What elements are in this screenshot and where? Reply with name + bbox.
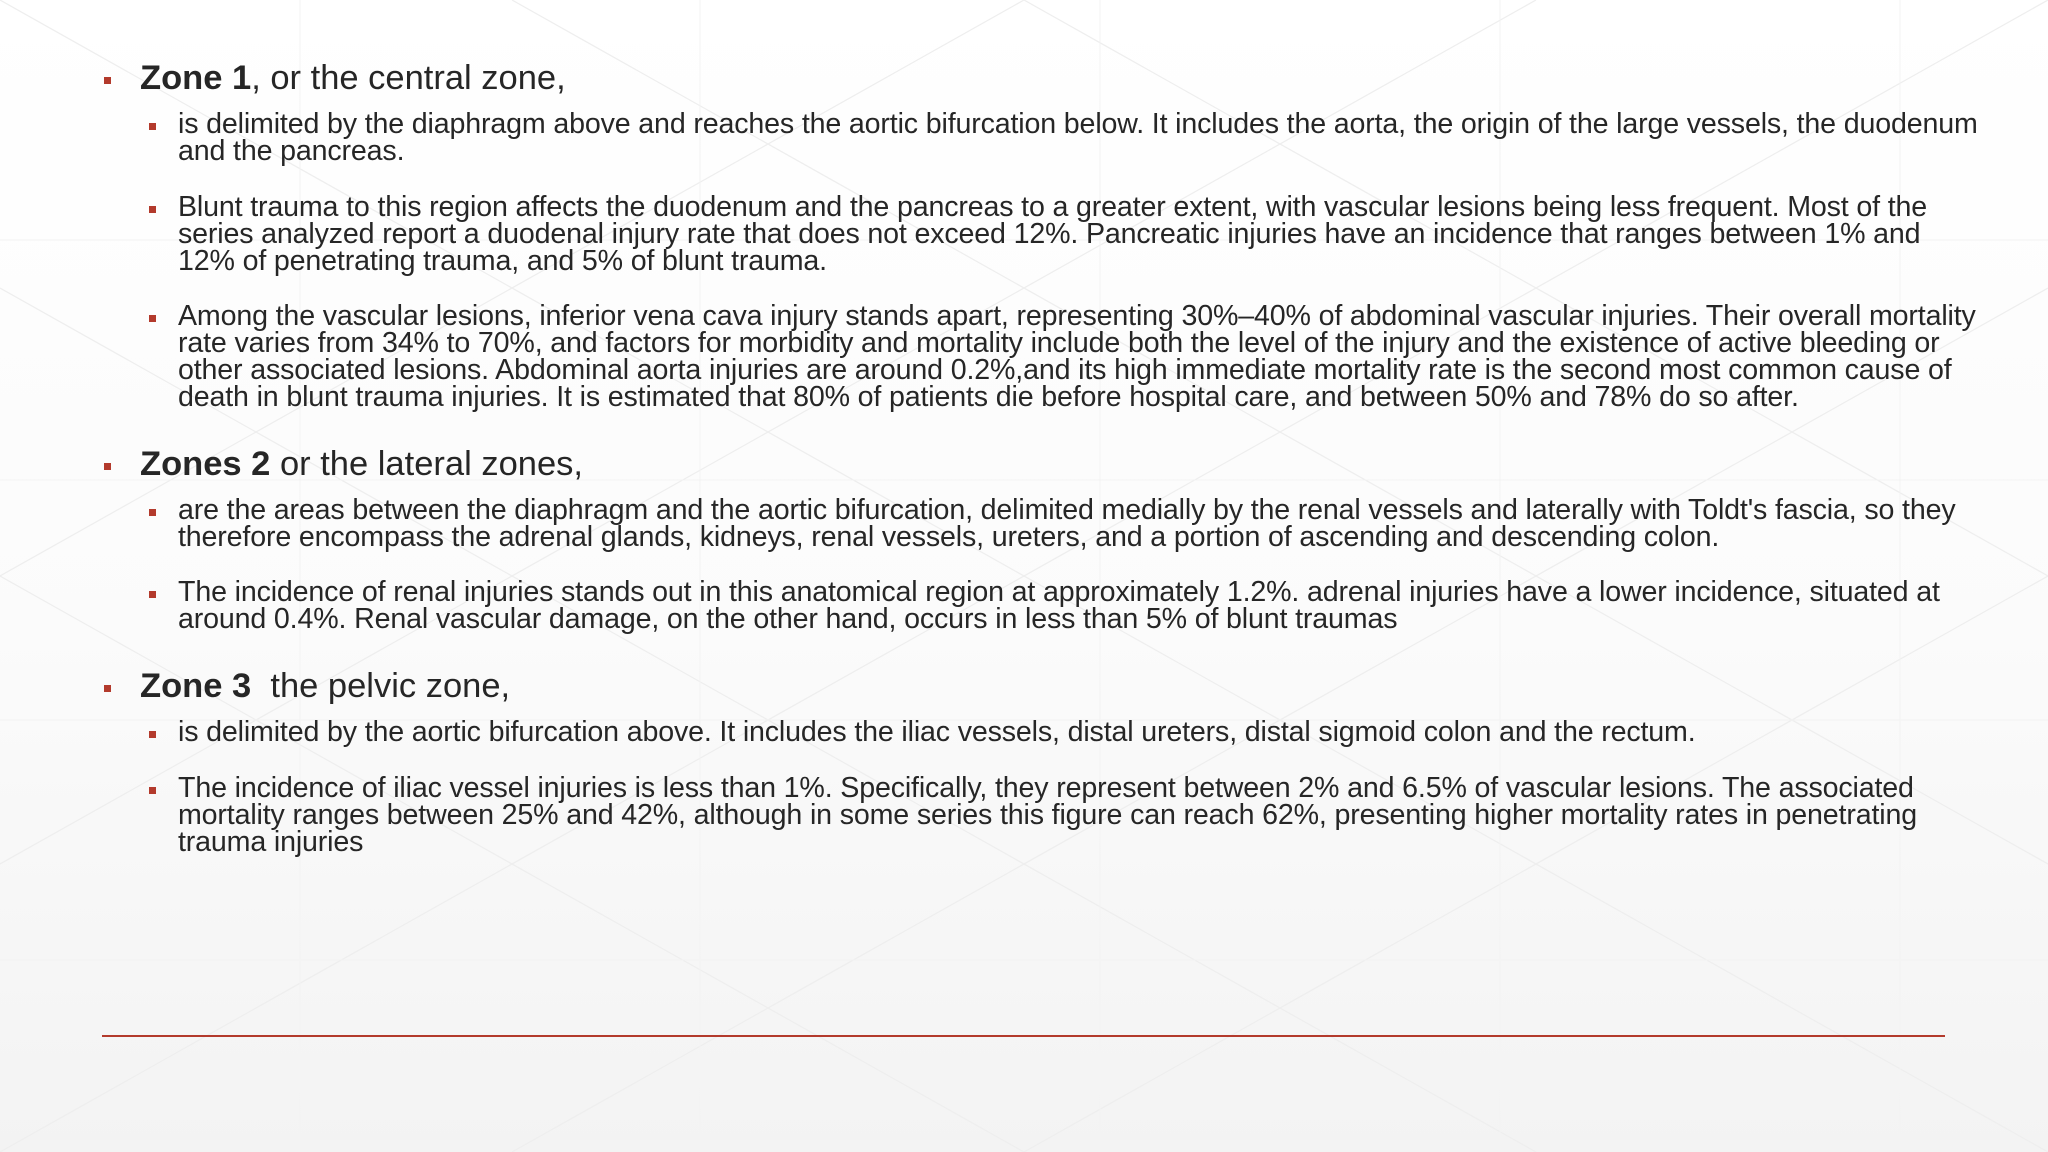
zone-title-rest: or the lateral zones, — [270, 444, 583, 483]
zone-title-bold: Zone 3 — [140, 666, 252, 705]
bullet-icon — [149, 731, 156, 738]
footer-divider — [102, 1035, 1945, 1037]
bullet-icon — [104, 685, 111, 692]
bullet-icon — [149, 591, 156, 598]
zone-1-item-3 — [178, 300, 1980, 414]
item-text: The incidence of iliac vessel injuries is less than 1%. Specifically, they represent between 2% and 6.5% of vascular lesions. The associated mortality ranges between 25% and 42%, although in some series this figure can reach 62%, presenting higher mortality rates in penetrating trauma injuries — [178, 771, 1917, 858]
zone-1-heading — [100, 54, 1980, 102]
zone-title-rest: , or the central zone, — [251, 59, 566, 97]
zone-2-item-1 — [178, 493, 1980, 553]
zone-title-rest: the pelvic zone, — [251, 666, 511, 705]
bullet-icon — [104, 77, 111, 84]
bullet-icon — [149, 509, 156, 516]
zone-2-heading — [100, 440, 1980, 488]
bullet-icon — [149, 315, 156, 322]
item-text: The incidence of renal injuries stands out in this anatomical region at approximately 1.2%. adrenal injuries have a lower incidence, situated at around 0.4%. Renal vascular damage, on the other hand, occurs in less than 5% of blunt traumas — [178, 576, 1940, 636]
bullet-icon — [149, 787, 156, 794]
item-text: Among the vascular lesions, inferior vena cava injury stands apart, representing 30%–40% of abdominal vascular injuries. Their overall mortality rate varies from 34% to 70%, and factors for morbidity and mortality include both the level of the injury and the existence of active bleeding or other associated lesions. Abdominal aorta injuries are around 0.2%,and its high immediate mortality rate is the second most common cause of death in blunt trauma injuries. It is estimated that 80% of patients die before hospital care, and between 50% and 78% do so after. — [178, 300, 1976, 414]
item-text: Blunt trauma to this region affects the duodenum and the pancreas to a greater extent, with vascular lesions being less frequent. Most of the series analyzed report a duodenal injury rate that does not exceed 12%. Pancreatic injuries have an incidence that ranges between 1% and 12% of penetrating trauma, and 5% of blunt trauma. — [178, 190, 1927, 277]
zone-3-item-1 — [178, 715, 1980, 748]
zone-3-heading — [100, 662, 1980, 710]
zone-2-item-2 — [178, 576, 1980, 636]
zone-1-item-1 — [178, 108, 1980, 167]
slide-content — [100, 54, 1980, 884]
zone-3-item-2 — [178, 771, 1980, 858]
item-text: is delimited by the aortic bifurcation above. It includes the iliac vessels, distal ureters, distal sigmoid colon and the rectum. — [178, 715, 1696, 748]
item-text: is delimited by the diaphragm above and reaches the aortic bifurcation below. It includes the aorta, the origin of the large vessels, the duodenum and the pancreas. — [178, 108, 1978, 167]
zone-title-bold: Zone 1 — [140, 59, 252, 97]
zone-1-item-2 — [178, 190, 1980, 277]
bullet-icon — [149, 206, 156, 213]
bullet-icon — [104, 463, 111, 470]
zone-title-bold: Zones 2 — [140, 444, 271, 483]
item-text: are the areas between the diaphragm and the aortic bifurcation, delimited medially by the renal vessels and laterally with Toldt's fascia, so they therefore encompass the adrenal glands, kidneys, renal vessels, ureters, and a portion of ascending and descending colon. — [178, 493, 1956, 553]
bullet-icon — [149, 123, 156, 130]
